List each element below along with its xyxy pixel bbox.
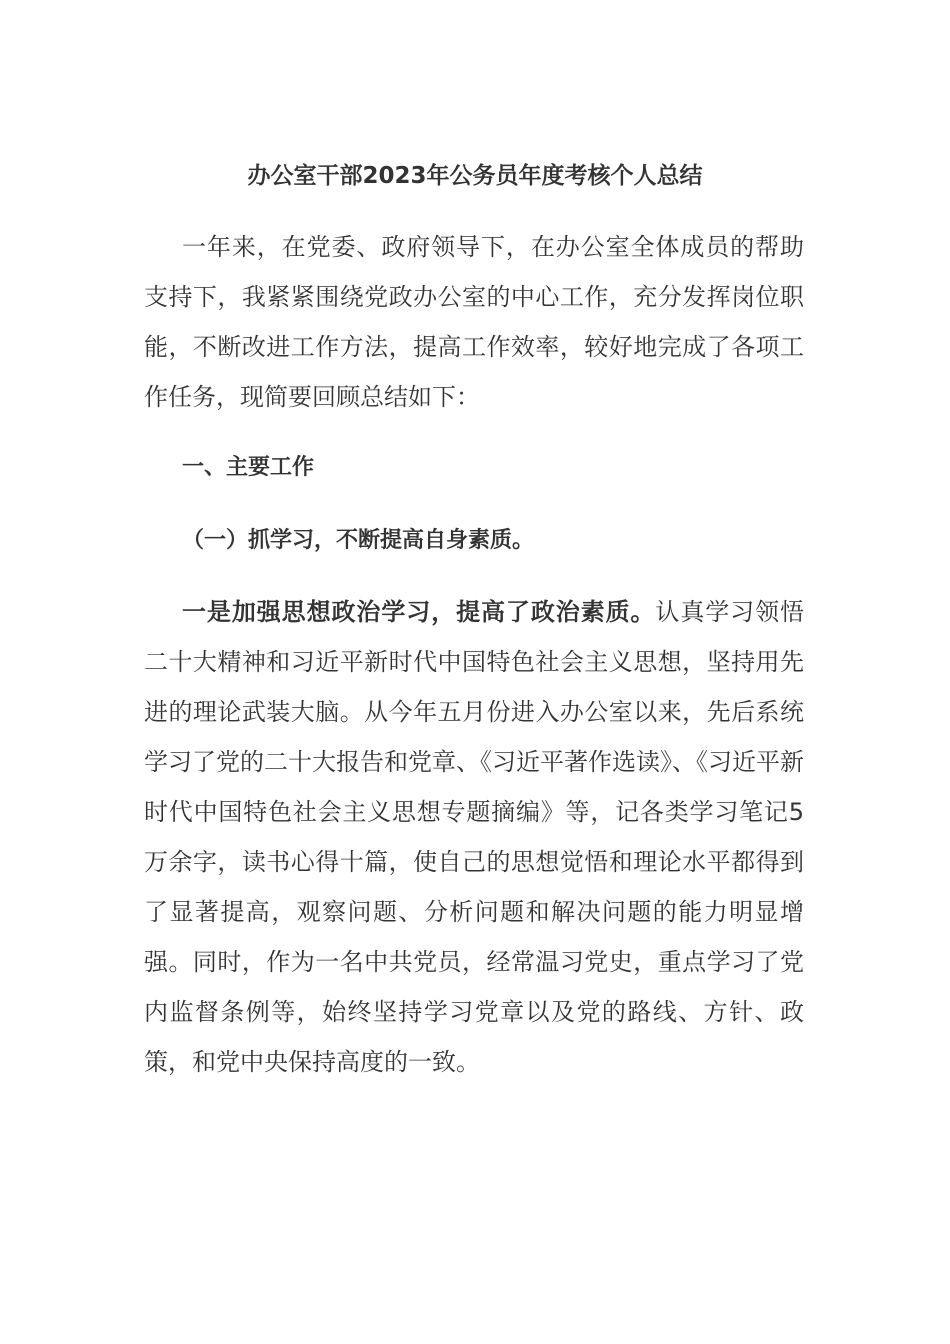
paragraph-body: 认真学习领悟二十大精神和习近平新时代中国特色社会主义思想，坚持用先进的理论武装大脑。从今年五月份进入办公室以来，先后系统学习了党的二十大报告和党章、《习近平著作选读》、《习近平新时代中国特色社会主义思想专题摘编》等，记各类学习笔记5万余字，读书心得十篇，使自己的思想觉悟和理论水平都得到了显著提高，观察问题、分析问题和解决问题的能力明显增强。同时，作为一名中共党员，经常温习党史，重点学习了党内监督条例等，始终坚持学习党章以及党的路线、方针、政策，和党中央保持高度的一致。 [144,598,805,1076]
subsection-heading: （一）抓学习，不断提高自身素质。 [182,528,535,553]
document-title: 办公室干部2023年公务员年度考核个人总结 [247,163,703,189]
intro-paragraph: 一年来，在党委、政府领导下，在办公室全体成员的帮助支持下，我紧紧围绕党政办公室的中心工作，充分发挥岗位职能，不断改进工作方法，提高工作效率，较好地完成了各项工作任务，现简要回顾总结如下： [144,233,804,411]
section-heading: 一、主要工作 [182,455,315,480]
paragraph-lead: 一是加强思想政治学习，提高了政治素质。 [182,598,656,626]
study-paragraph [144,587,804,1087]
